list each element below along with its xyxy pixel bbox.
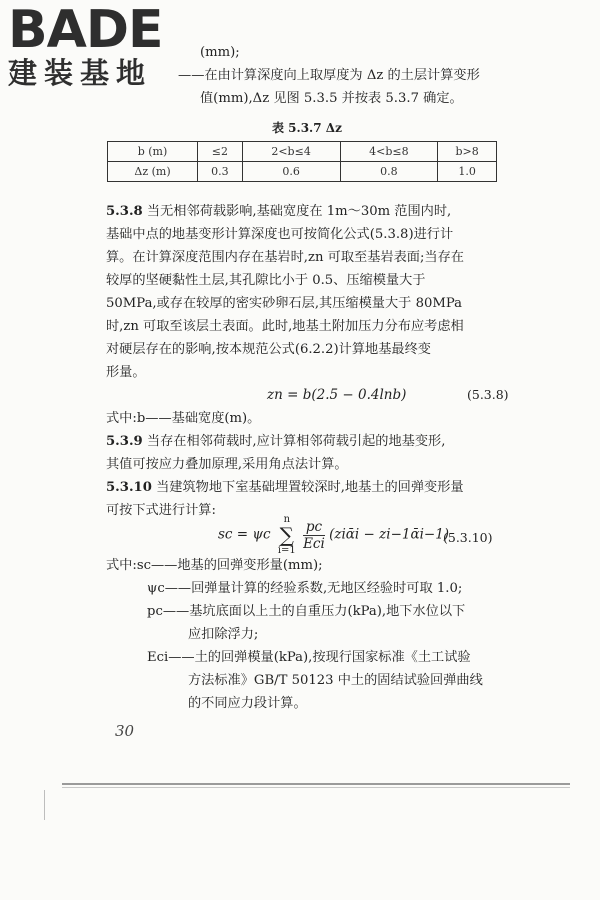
sigma-symbol: ∑ <box>279 523 294 547</box>
equation-number: (5.3.8) <box>467 387 509 402</box>
page-edge-rule <box>62 783 570 785</box>
table-header-row <box>108 142 497 162</box>
formula-rhs: (ziᾱi − zi−1ᾱi−1) <box>329 526 450 543</box>
definition-line: Eci——土的回弹模量(kPa),按现行国家标准《土工试验 <box>147 650 471 665</box>
formula-5-3-10 <box>218 514 449 556</box>
formula-lhs: sc = ψc <box>218 526 271 543</box>
table-row <box>108 162 497 182</box>
page-number: 30 <box>115 722 135 740</box>
paragraph-text: 当建筑物地下室基础埋置较深时,地基土的回弹变形量 <box>156 480 464 495</box>
where-clause: 式中:b——基础宽度(m)。 <box>106 411 261 426</box>
table-cell: 0.6 <box>242 162 340 182</box>
paragraph-line: 其值可按应力叠加原理,采用角点法计算。 <box>106 457 348 472</box>
definition-line: ψc——回弹量计算的经验系数,无地区经验时可取 1.0; <box>147 581 463 596</box>
paragraph-line: 对硬层存在的影响,按本规范公式(6.2.2)计算地基最终变 <box>106 342 431 357</box>
continuation-line-3: 值(mm),Δz 见图 5.3.5 并按表 5.3.7 确定。 <box>200 91 463 106</box>
paragraph-line: 较厚的坚硬黏性土层,其孔隙比小于 0.5、压缩模量大于 <box>106 273 426 288</box>
section-5-3-10-line-1 <box>106 479 464 497</box>
table-cell: 1.0 <box>438 162 497 182</box>
page-edge-rule-faint <box>62 787 570 788</box>
paragraph-line: 算。在计算深度范围内存在基岩时,zn 可取至基岩表面;当存在 <box>106 250 464 265</box>
table-cell: 0.8 <box>340 162 438 182</box>
table-cell: Δz (m) <box>108 162 198 182</box>
logo-chinese: 建装基地 <box>8 56 153 90</box>
definition-line: 应扣除浮力; <box>188 627 259 642</box>
sum-upper: n <box>283 514 291 525</box>
scan-edge-mark <box>44 790 45 820</box>
summation <box>278 514 296 556</box>
bade-logo <box>8 0 178 90</box>
table-title: 表 5.3.7 Δz <box>272 121 342 135</box>
fraction-denominator: Eci <box>303 535 325 552</box>
definition-line: 的不同应力段计算。 <box>188 696 307 711</box>
logo-wordmark: BADE <box>8 0 163 60</box>
table-cell: 2<b≤4 <box>242 142 340 162</box>
definition-line: pc——基坑底面以上土的自重压力(kPa),地下水位以下 <box>147 604 466 619</box>
paragraph-line: 时,zn 可取至该层土表面。此时,地基土附加压力分布应考虑相 <box>106 319 464 334</box>
continuation-line-2: ——在由计算深度向上取厚度为 Δz 的土层计算变形 <box>178 68 480 83</box>
table-cell: 0.3 <box>198 162 243 182</box>
paragraph-line: 基础中点的地基变形计算深度也可按简化公式(5.3.8)进行计 <box>106 227 454 242</box>
paragraph-line: 形量。 <box>106 365 146 380</box>
delta-z-table <box>107 141 497 182</box>
table-cell: b (m) <box>108 142 198 162</box>
paragraph-line: 50MPa,或存在较厚的密实砂卵石层,其压缩模量大于 80MPa <box>106 296 462 311</box>
definition-line: 式中:sc——地基的回弹变形量(mm); <box>106 558 323 573</box>
table-cell: 4<b≤8 <box>340 142 438 162</box>
fraction <box>303 519 325 552</box>
paragraph-text: 当存在相邻荷载时,应计算相邻荷载引起的地基变形, <box>146 434 446 449</box>
table-cell: b>8 <box>438 142 497 162</box>
paragraph-text: 当无相邻荷载影响,基础宽度在 1m～30m 范围内时, <box>146 204 452 219</box>
table-cell: ≤2 <box>198 142 243 162</box>
section-number: 5.3.10 <box>106 480 152 495</box>
section-5-3-8-line-1 <box>106 203 451 221</box>
sum-lower: i=1 <box>277 545 296 556</box>
continuation-line-1: (mm); <box>200 45 240 60</box>
definition-line: 方法标准》GB/T 50123 中土的固结试验回弹曲线 <box>188 673 483 688</box>
fraction-numerator: pc <box>303 519 325 536</box>
formula-5-3-8: zn = b(2.5 − 0.4lnb) <box>267 387 407 403</box>
paragraph-line: 可按下式进行计算: <box>106 503 216 518</box>
section-number: 5.3.9 <box>106 434 143 449</box>
equation-number: (5.3.10) <box>443 530 493 545</box>
section-number: 5.3.8 <box>106 204 143 219</box>
section-5-3-9-line-1 <box>106 433 445 451</box>
